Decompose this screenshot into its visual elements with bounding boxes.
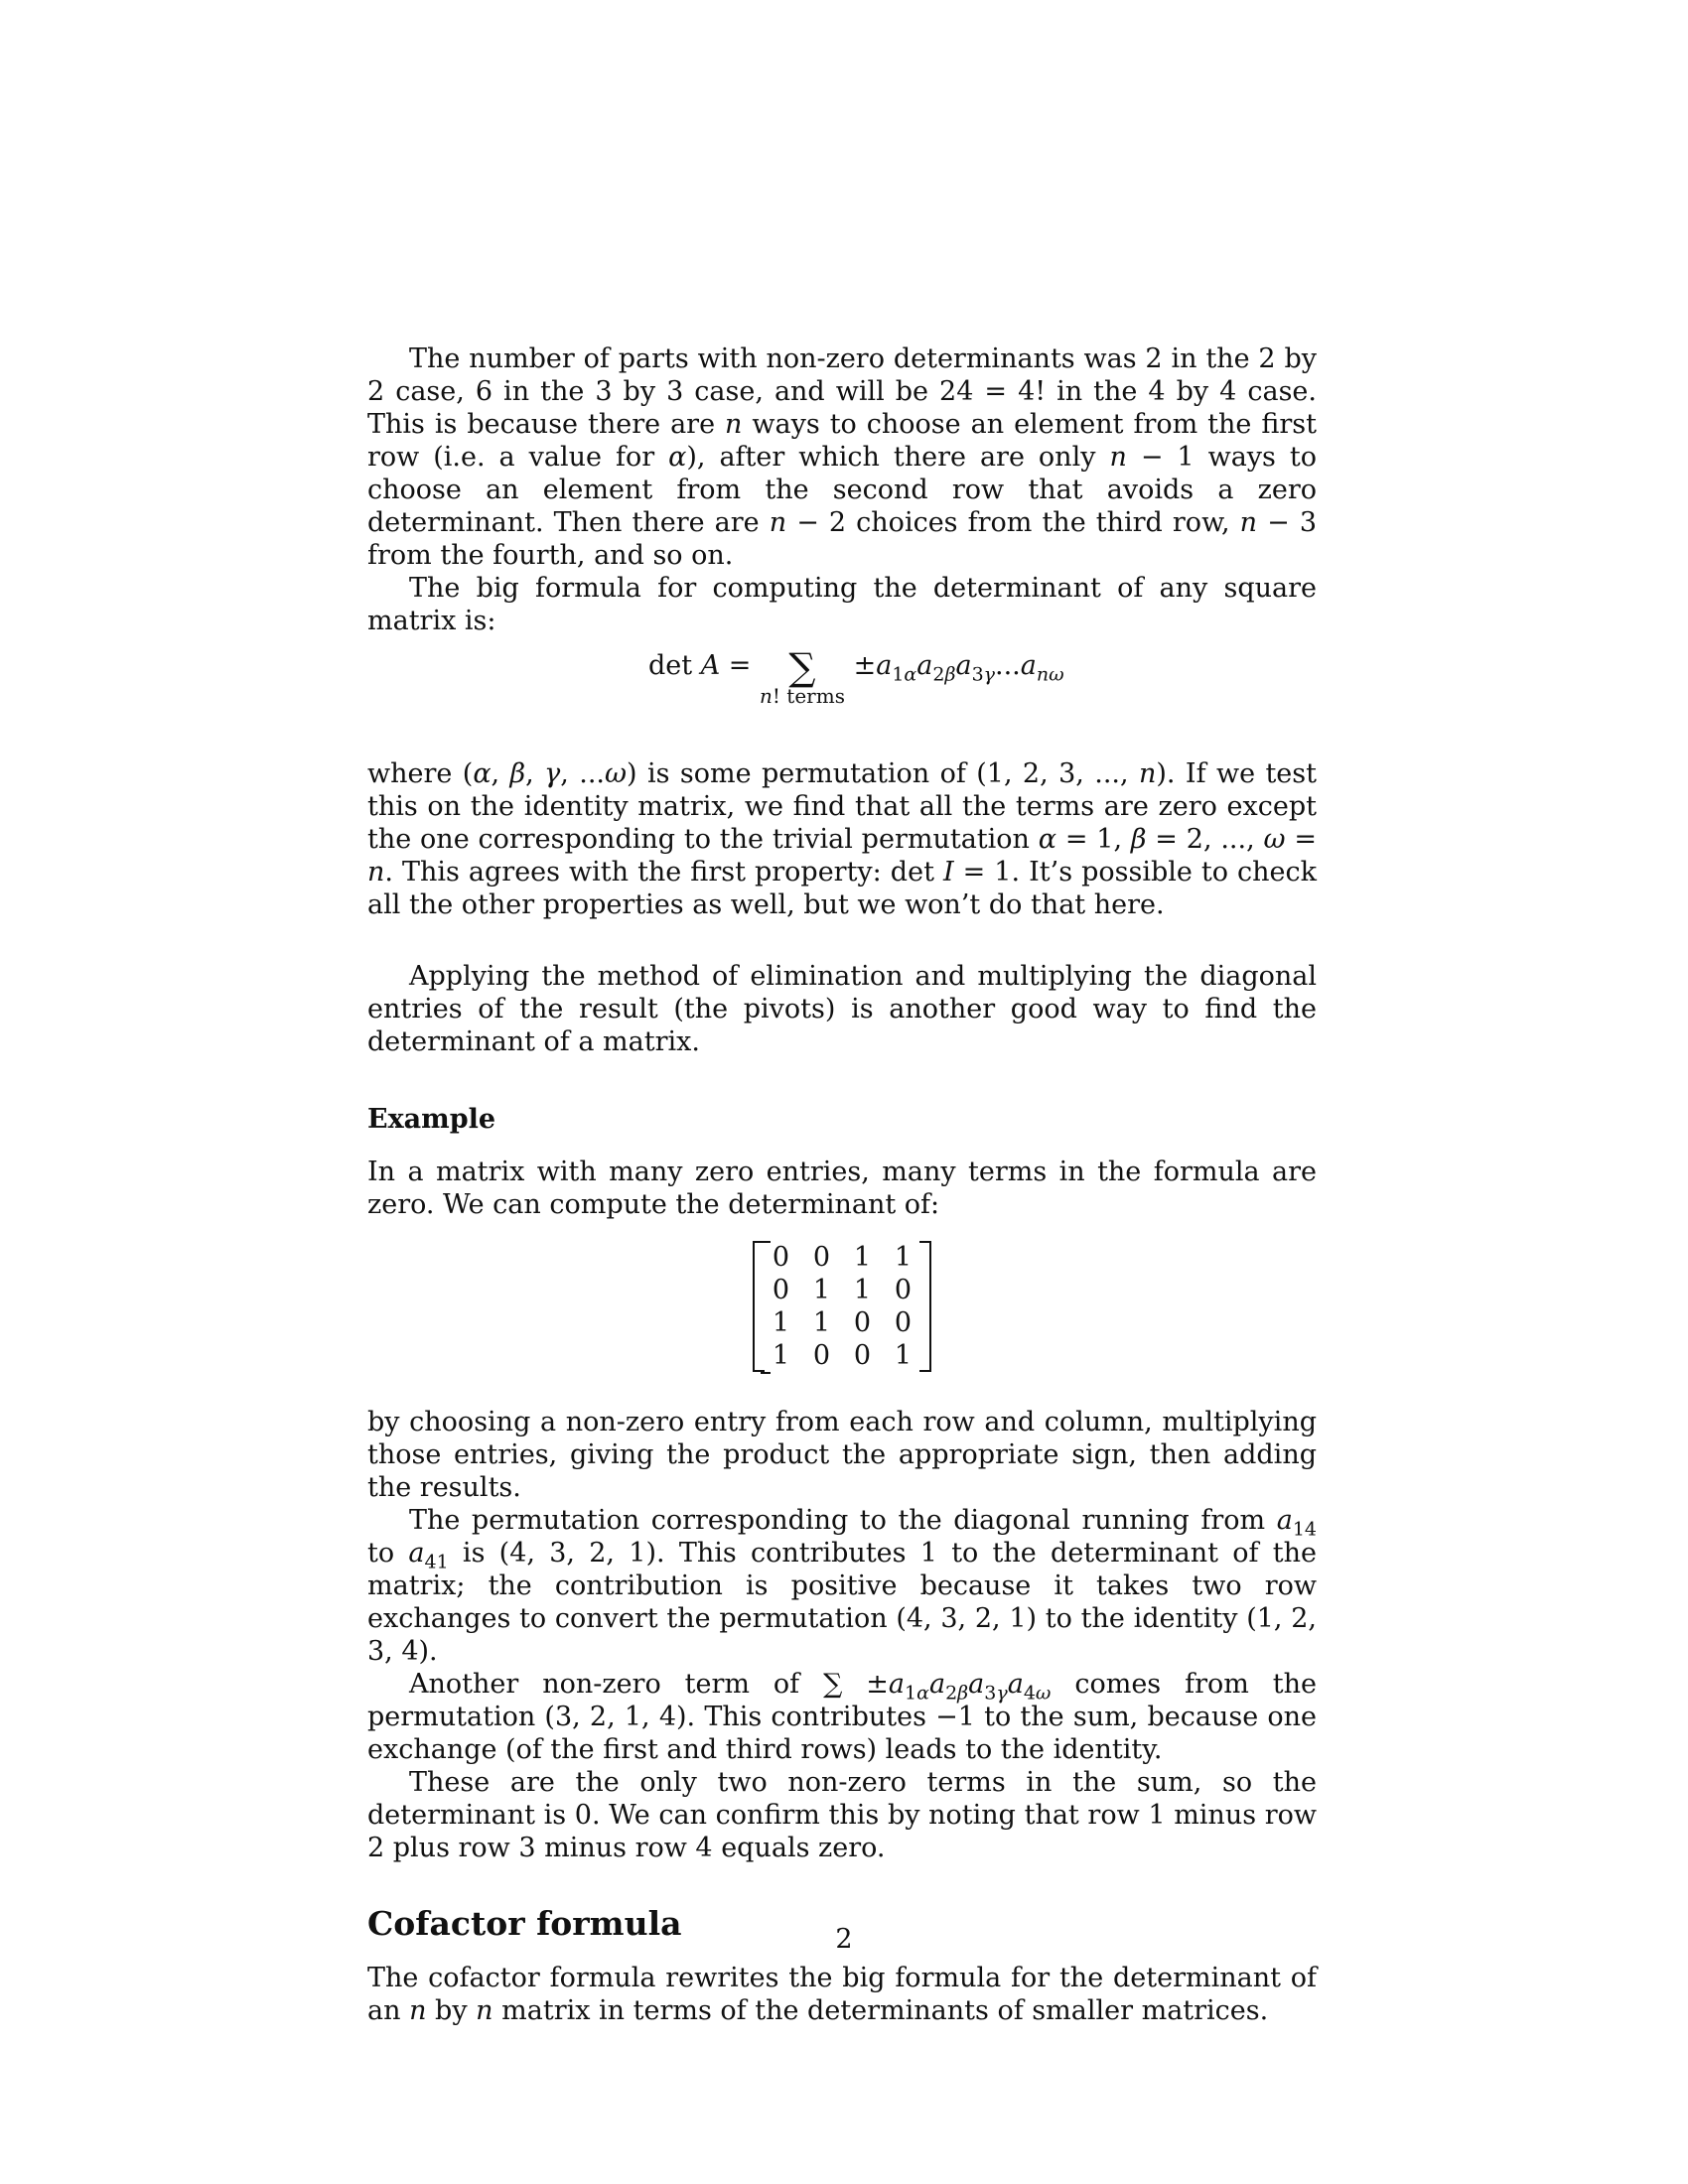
matrix-cell: 0 [812,1242,831,1273]
paragraph-elimination: Applying the method of elimination and multiplying the diagonal entries of the result (the pivots) is another good way to find the determinant of a matrix. [367,961,1317,1057]
example-heading: Example [367,1104,496,1135]
matrix-row [761,1306,923,1339]
sum-symbol: ∑ [788,645,816,689]
matrix-row [761,1339,923,1372]
big-formula [367,645,1317,729]
matrix-cell: 1 [812,1275,831,1305]
matrix-row [761,1241,923,1274]
matrix-cell: 0 [853,1307,872,1338]
matrix-row [761,1274,923,1306]
matrix-brackets [753,1241,931,1372]
matrix-cell: 1 [812,1307,831,1338]
matrix-cell: 0 [853,1340,872,1371]
formula-sum [760,645,845,708]
example-matrix [367,1241,1317,1390]
document-page [367,342,1317,2027]
paragraph-conclusion: These are the only two non-zero terms in the sum, so the determinant is 0. We can confirm this by noting that row 1 minus row 2 plus row 3 minus row 4 equals zero. [367,1767,1317,1863]
page-number: 2 [835,1924,853,1955]
matrix-cell: 1 [894,1340,913,1371]
matrix-cell: 0 [772,1275,790,1305]
paragraph-second-term: Another non-zero term of ∑ $\pm a_{1\alpha}a_{2\beta}a_{3\gamma}a_{4\omega}$ comes from the permutation (3, 2, 1, 4). This contributes −1 to the sum, because one exchange (of the first and third rows) leads to the identity. [367,1669,1317,1765]
formula-lhs: det A = [648,650,760,681]
paragraph-permutation-count: The number of parts with non-zero determinants was 2 in the 2 by 2 case, 6 in the 3 by 3 case, and will be 24 = 4! in the 4 by 4 case. This is because there are n ways to choose an element from the first row (i.e. a value for α), after which there are only n − 1 ways to choose an element from the second row that avoids a zero determinant. Then there are n − 2 choices from the third row, n − 3 from the fourth, and so on. [367,343,1317,571]
matrix-cell: 0 [772,1242,790,1273]
paragraph-diagonal-permutation: The permutation corresponding to the diagonal running from $a_{14}$ to $a_{41}$ is (4, 3, 2, 1). This contributes 1 to the determinant of the matrix; the contribution is positive because it takes two row exchanges to convert the permutation (4, 3, 2, 1) to the identity (1, 2, 3, 4). [367,1505,1317,1667]
matrix-cell: 1 [853,1275,872,1305]
cofactor-heading: Cofactor formula [367,1904,682,1943]
matrix-cell: 1 [772,1340,790,1371]
paragraph-cofactor-intro: The cofactor formula rewrites the big formula for the determinant of an n by n matrix in terms of the determinants of smaller matrices. [367,1963,1317,2026]
matrix-cell: 0 [894,1275,913,1305]
matrix-cell: 1 [772,1307,790,1338]
sum-subscript: n! terms [760,684,845,708]
paragraph-big-formula-intro: The big formula for computing the determinant of any square matrix is: [367,573,1317,636]
paragraph-example-intro: In a matrix with many zero entries, many terms in the formula are zero. We can compute the determinant of: [367,1157,1317,1220]
matrix-cell: 0 [812,1340,831,1371]
matrix-cell: 1 [894,1242,913,1273]
matrix-cell: 0 [894,1307,913,1338]
formula-rhs: $\pm a_{1\alpha}a_{2\beta}a_{3\gamma}...a_{n\omega}$ [853,650,1064,686]
matrix-cell: 1 [853,1242,872,1273]
paragraph-permutation-explanation: where (α, β, γ, ...ω) is some permutation of (1, 2, 3, ..., n). If we test this on the identity matrix, we find that all the terms are zero except the one corresponding to the trivial permutation α = 1, β = 2, ..., ω = n. This agrees with the first property: det I = 1. It’s possible to check all the other properties as well, but we won’t do that here. [367,758,1317,920]
paragraph-choosing-entries: by choosing a non-zero entry from each row and column, multiplying those entries, giving the product the appropriate sign, then adding the results. [367,1407,1317,1503]
